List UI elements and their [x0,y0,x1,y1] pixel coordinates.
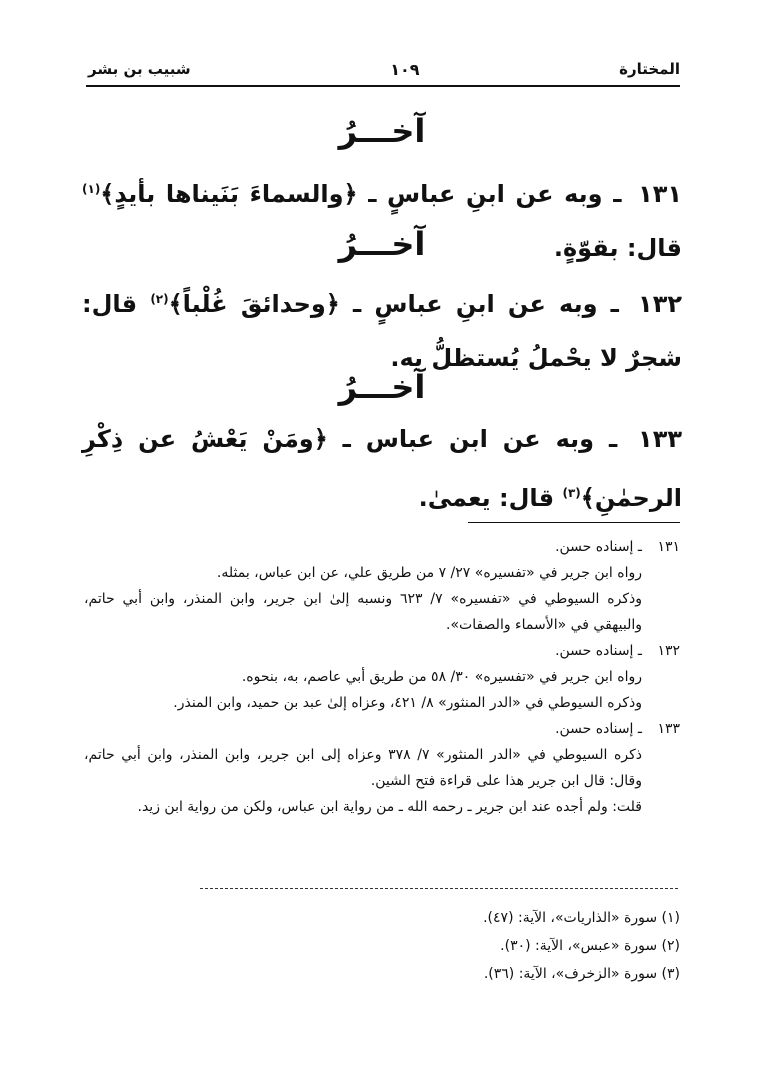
entry-text: ـ وبه عن ابنِ عباسٍ ـ ﴿والسماءَ بَنَيناها بأيدٍ﴾ [100,180,622,208]
page-number: ١٠٩ [390,59,420,79]
entry-number: ١٣١ [638,180,683,208]
note-line: وذكره السيوطي في «تفسيره» ٧/ ٦٢٣ ونسبه إلىٰ ابن جرير، وابن المنذر، وابن أبي حاتم، والبيهقي في «الأسماء والصفات». [84,591,642,633]
commentary-rule [468,522,680,523]
note-line: رواه ابن جرير في «تفسيره» ٣٠/ ٥٨ من طريق أبي عاصم، به، بنحوه. [241,669,642,685]
header-left-title: شبيب بن بشر [88,60,191,78]
entry-text: ـ وبه عن ابن عباس ـ ﴿ومَنْ يَعْشُ عن ذِكْرِ الرحمٰنِ﴾ [82,425,682,512]
footnote-item: (٣) سورة «الزخرف»، الآية: (٣٦). [483,966,680,982]
footnote-marker: (٣) [562,486,581,500]
note-head-text: ـ إسناده حسن. [555,643,642,659]
commentary-notes [84,534,680,820]
note-line: وذكره السيوطي في «الدر المنثور» ٨/ ٤٢١، وعزاه إلىٰ عبد بن حميد، وابن المنذر. [173,695,642,711]
note-head [84,638,680,664]
entry-text: قال: شجرٌ لا يحْملُ يُستظلُّ به. [82,290,682,372]
entry-heading: آخـــرُ [338,225,426,263]
entry-number: ١٣٣ [638,425,682,453]
note-head [84,534,680,560]
note-number: ١٣١ [657,539,680,555]
footnote-item: (١) سورة «الذاريات»، الآية: (٤٧). [483,910,680,926]
footnote-marker: (١) [82,182,101,196]
note-head-text: ـ إسناده حسن. [555,539,642,555]
footnotes [84,904,680,988]
note-head-text: ـ إسناده حسن. [555,721,642,737]
page-header [88,58,680,80]
note-line: ذكره السيوطي في «الدر المنثور» ٧/ ٣٧٨ وعزاه إلى ابن جرير، وابن المنذر، وابن أبي حاتم، وقال: قال ابن جرير هذا على قراءة فتح الشين. [84,747,642,789]
header-right-title: المختارة [619,60,680,78]
note-head [84,716,680,742]
entry-text: قال: بقوّةٍ. [553,234,682,262]
entry-heading: آخـــرُ [338,112,426,150]
note-block [84,638,680,716]
note-line: رواه ابن جرير في «تفسيره» ٢٧/ ٧ من طريق علي، عن ابن عباس، بمثله. [216,565,642,581]
note-number: ١٣٣ [657,721,680,737]
entry-number: ١٣٢ [638,290,682,318]
entry-paragraph [82,412,682,525]
note-block [84,716,680,820]
note-number: ١٣٢ [657,643,680,659]
entry-text: قال: يعمىٰ. [418,484,563,512]
footnote-item: (٢) سورة «عبس»، الآية: (٣٠). [500,938,680,954]
note-block [84,534,680,638]
footnote-marker: (٢) [150,292,169,306]
entry-text: ـ وبه عن ابنِ عباسٍ ـ ﴿وحدائقَ غُلْباً﴾ [168,290,619,318]
entry-heading: آخـــرُ [338,368,426,406]
footnote-separator [200,888,678,889]
note-line: قلت: ولم أجده عند ابن جرير ـ رحمه الله ـ من رواية ابن عباس، ولكن من رواية ابن زيد. [137,799,642,815]
header-rule [86,85,680,87]
